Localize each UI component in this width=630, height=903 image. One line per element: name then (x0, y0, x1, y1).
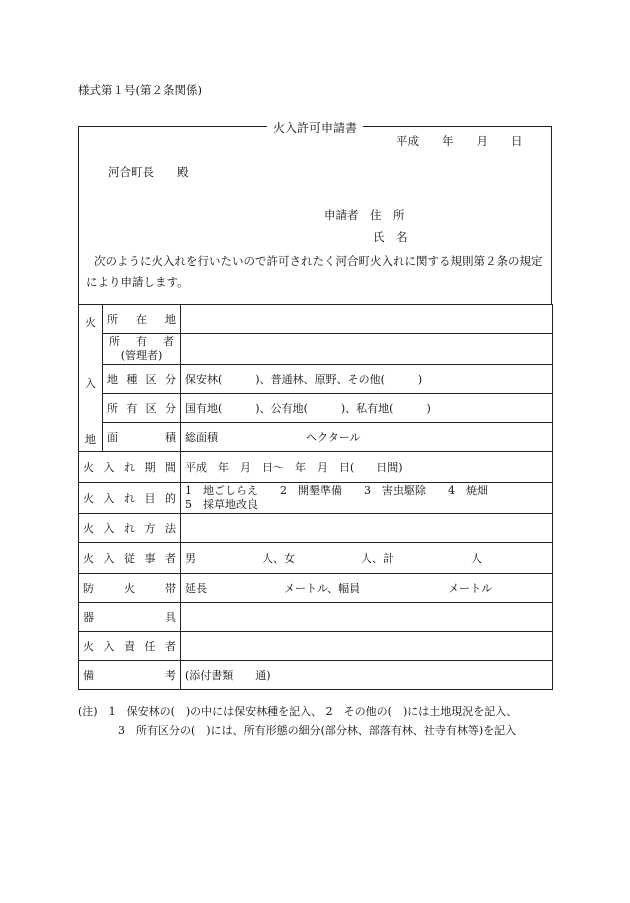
ownership-label: 所有区分 (103, 394, 181, 423)
owner-sublabel: (管理者) (120, 349, 163, 362)
remarks-value[interactable]: (添付書類 通) (181, 661, 553, 690)
row-period (79, 452, 553, 483)
intro-text: 次のように火入れを行いたいので許可されたく河合町火入れに関する規則第２条の規定により申請します。 (86, 254, 543, 289)
fire-land-char-1: 火 (85, 316, 96, 329)
location-label: 所在地 (103, 305, 181, 334)
owner-label-cell (103, 334, 181, 365)
purpose-label: 火入れ目的 (79, 483, 181, 514)
land-category-value[interactable]: 保安林( )、普通林、原野、その他( ) (181, 365, 553, 394)
date-line: 平成 年 月 日 (396, 134, 523, 148)
note-line-1: (注) 1 保安林の( )の中には保安林種を記入、 2 その他の( )には土地現況を記入、 (78, 705, 518, 718)
equipment-label: 器具 (79, 603, 181, 632)
workers-label: 火入従事者 (79, 543, 181, 574)
notes (78, 702, 517, 740)
land-category-label: 地種区分 (103, 365, 181, 394)
row-equipment (79, 603, 553, 632)
owner-value[interactable] (181, 334, 553, 365)
purpose-line-1: 1 地ごしらえ 2 開墾準備 3 害虫駆除 4 焼畑 (185, 484, 488, 497)
firebreak-label: 防火帯 (79, 574, 181, 603)
application-table (78, 304, 553, 690)
row-purpose (79, 483, 553, 514)
fire-land-label (79, 305, 103, 452)
row-ownership (79, 394, 553, 423)
ownership-value[interactable]: 国有地( )、公有地( )、私有地( ) (181, 394, 553, 423)
row-workers (79, 543, 553, 574)
row-location (79, 305, 553, 334)
remarks-label: 備考 (79, 661, 181, 690)
firebreak-value[interactable]: 延長 メートル、幅員 メートル (181, 574, 553, 603)
responsible-label: 火入責任者 (79, 632, 181, 661)
row-method (79, 514, 553, 543)
row-land-category (79, 365, 553, 394)
row-responsible (79, 632, 553, 661)
area-label: 面積 (103, 423, 181, 452)
row-firebreak (79, 574, 553, 603)
workers-value[interactable]: 男 人、女 人、計 人 (181, 543, 553, 574)
addressee: 河合町長 殿 (108, 165, 189, 179)
row-remarks (79, 661, 553, 690)
form-reference: 様式第１号(第２条関係) (78, 83, 202, 97)
fire-land-char-3: 地 (85, 433, 96, 446)
fire-land-char-2: 入 (85, 377, 96, 390)
method-label: 火入れ方法 (79, 514, 181, 543)
row-owner (79, 334, 553, 365)
applicant-name-label: 氏 名 (373, 230, 408, 244)
method-value[interactable] (181, 514, 553, 543)
responsible-value[interactable] (181, 632, 553, 661)
form-title: 火入許可申請書 (267, 119, 363, 136)
period-value[interactable]: 平成 年 月 日～ 年 月 日( 日間) (181, 452, 553, 483)
area-value[interactable]: 総面積 ヘクタール (181, 423, 553, 452)
applicant-address-label: 申請者 住 所 (324, 208, 405, 222)
purpose-line-2: 5 採草地改良 (185, 498, 258, 511)
row-area (79, 423, 553, 452)
period-label: 火入れ期間 (79, 452, 181, 483)
owner-label: 所有者 (109, 335, 174, 348)
equipment-value[interactable] (181, 603, 553, 632)
location-value[interactable] (181, 305, 553, 334)
purpose-value[interactable] (181, 483, 553, 514)
note-line-2: 3 所有区分の( )には、所有形態の細分(部分林、部落有林、社寺有林等)を記入 (118, 724, 517, 737)
